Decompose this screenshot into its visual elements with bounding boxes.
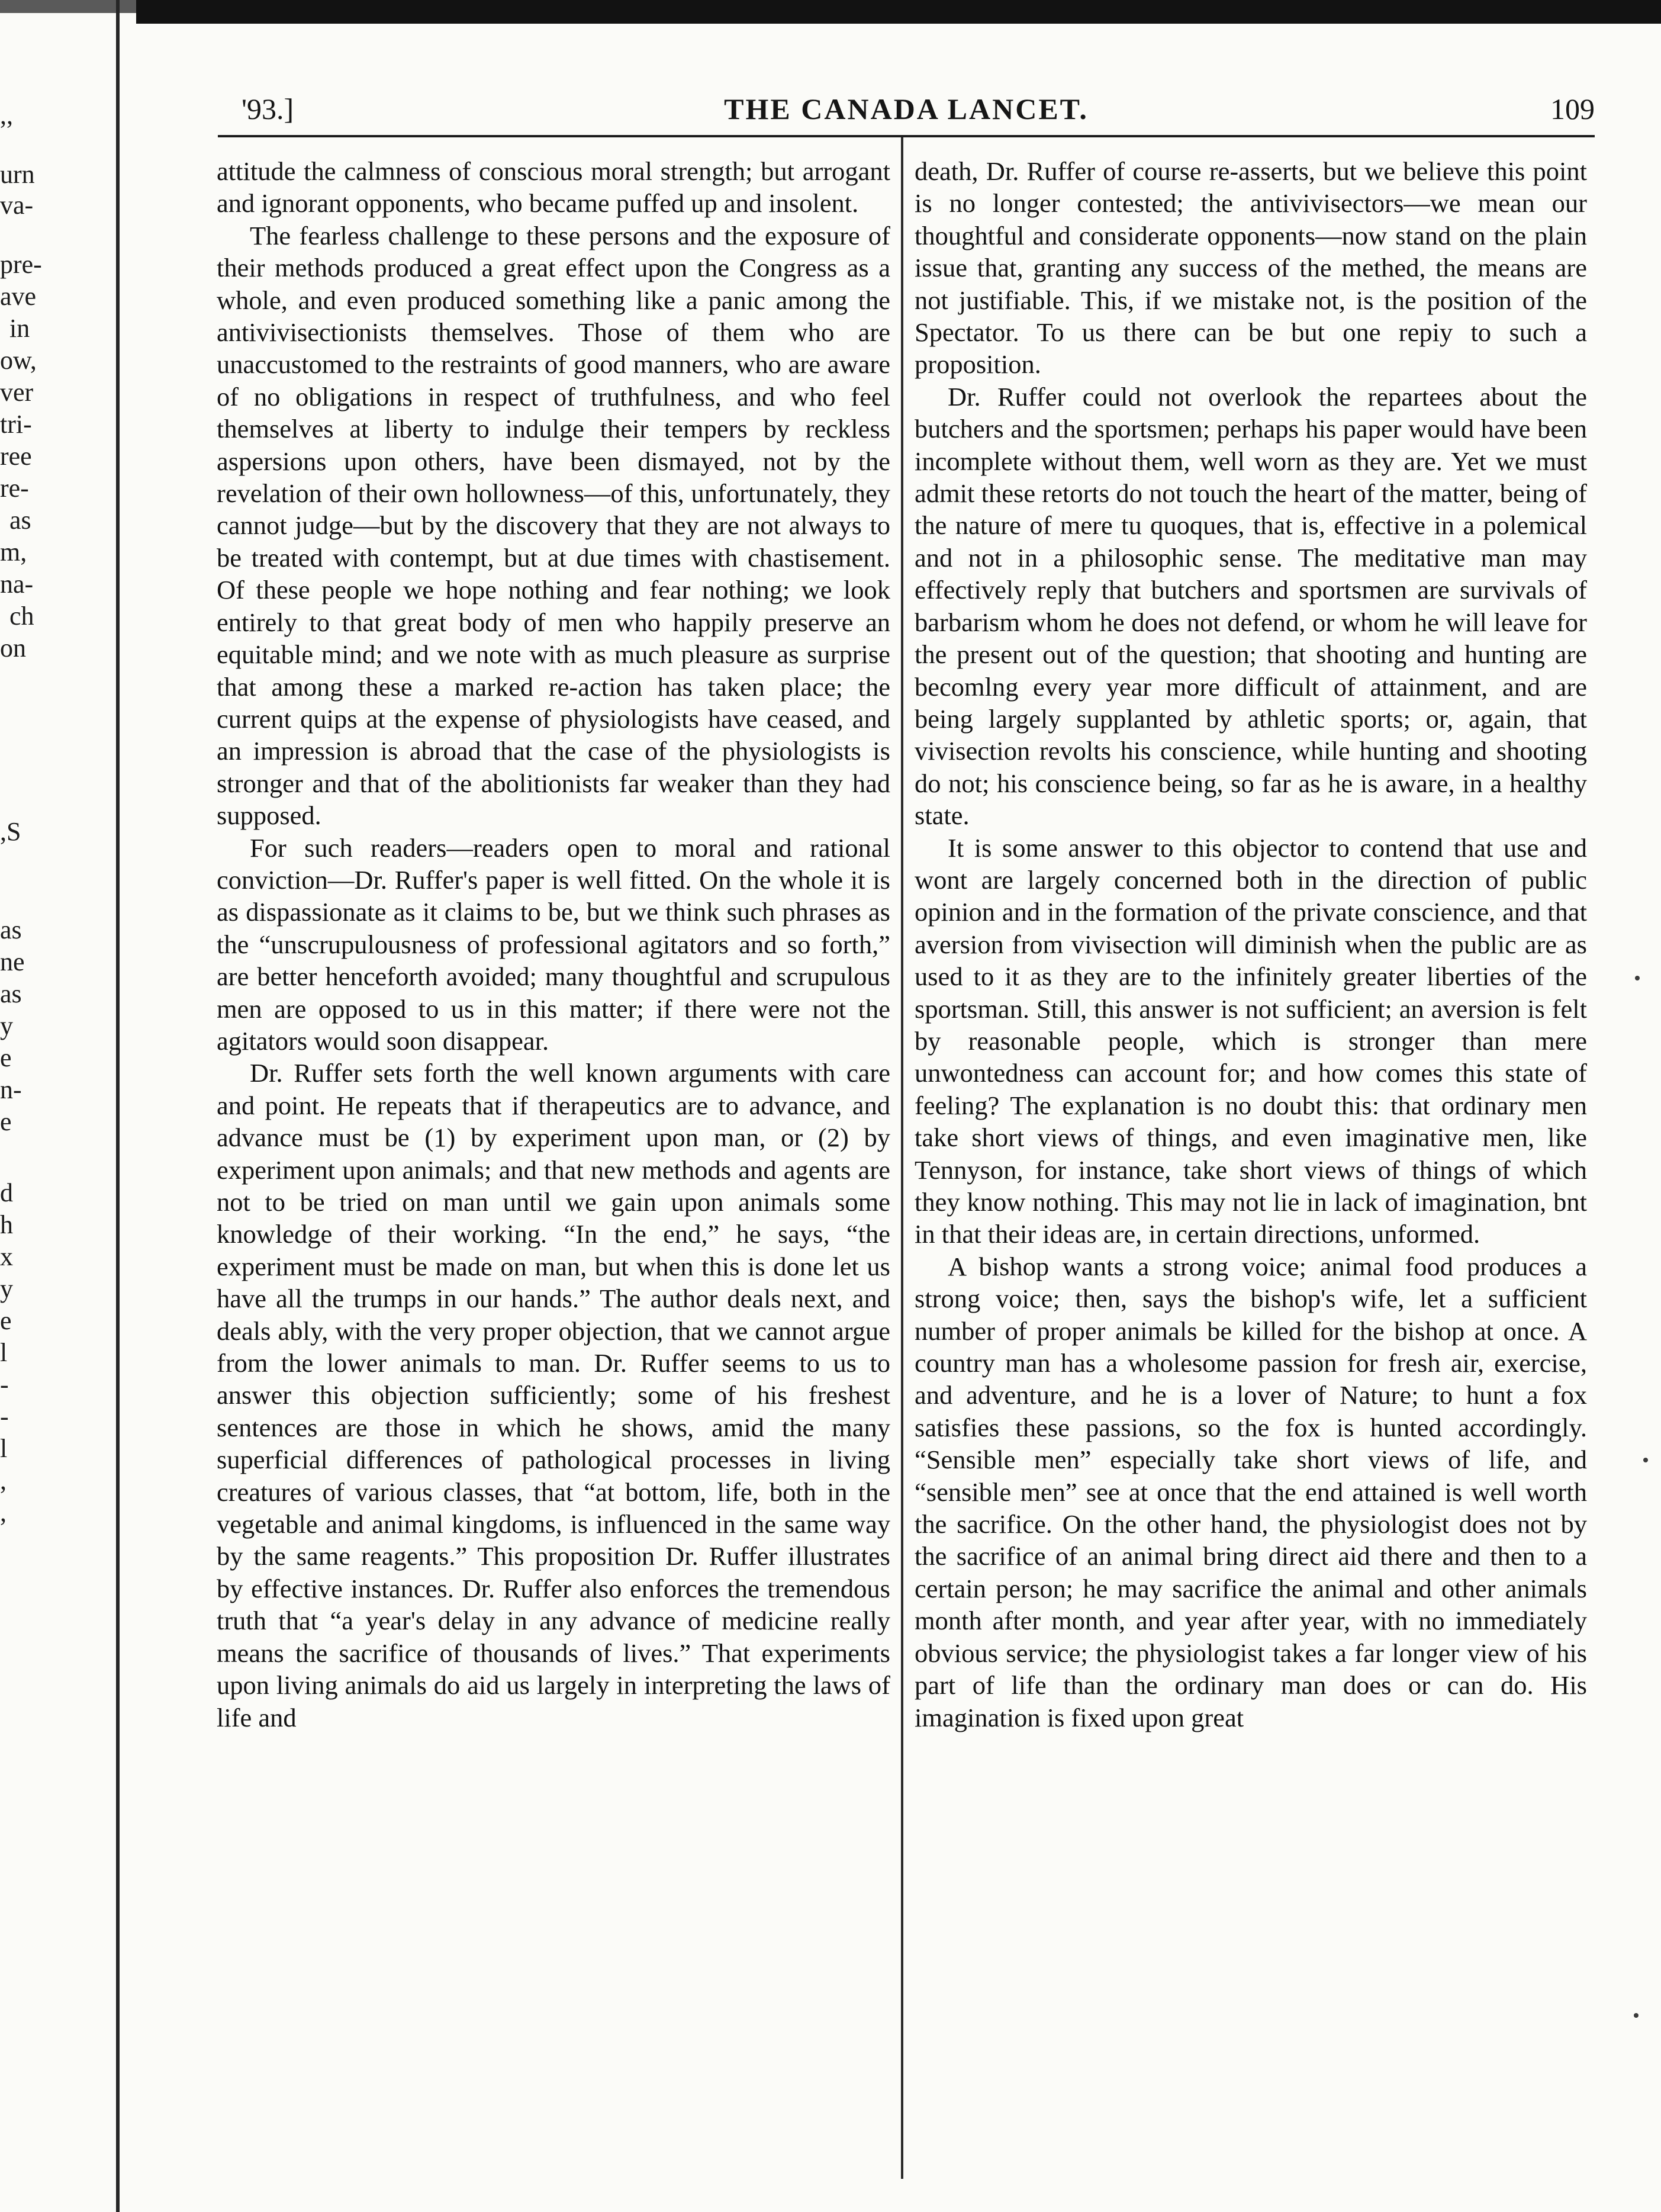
fragment: va- — [0, 191, 34, 220]
scan-top-edge — [136, 0, 1661, 24]
fragment: , — [0, 1466, 7, 1495]
binding-gutter — [116, 0, 120, 2212]
paragraph: Dr. Ruffer sets forth the well known arguments with care and point. He repeats that if therapeutics are to advance, and advance must be (1) by experiment upon man, or (2) by experiment upon animals; and that new methods and agents are not to be tried on man until we gain upon animals some knowledge of their working. “In the end,” he says, “the experiment must be made on man, but when this is done let us have all the trumps in our hands.” The author deals next, and deals ably, with the very proper objection, that we cannot argue from the lower animals to man. Dr. Ruffer seems to us to answer this objection sufficiently; some of his freshest sentences are those in which he shows, amid the many superficial differences of pathological processes in living creatures of various classes, that “at bottom, life, both in the vegetable and animal kingdoms, is influenced in the same way by the same reagents.” This proposition Dr. Ruffer illustrates by effective instances. Dr. Ruffer also enforces the tremendous truth that “a year's delay in any advance of medicine really means the sacrifice of thousands of lives.” That experiments upon living animals do aid us largely in interpreting the laws of life and — [217, 1058, 890, 1732]
fragment: ,S — [0, 817, 21, 846]
paragraph: Dr. Ruffer could not overlook the repartees about the butchers and the sportsmen; perhaps his paper would have been incomplete without them, well worn as they are. Yet we must admit these retorts do not touch the heart of the matter, being of the nature of mere tu quoques, that is, effective in a polemical and not in a philosophic sense. The meditative man may effectively reply that butchers and sportsmen are survivals of barbarism whom he does not defend, or whom he will leave for the present out of the question; that shooting and hunting are becomlng every year more difficult of attainment, and are being largely supplanted by athletic sports; or, again, that vivisection revolts his conscience, while hunting and shooting do not; his conscience being, so far as he is aware, in a healthy state. — [915, 381, 1587, 831]
fragment: - — [0, 1370, 9, 1399]
fragment: as — [0, 915, 22, 944]
fragment: urn — [0, 160, 35, 189]
fragment: re- — [0, 474, 29, 503]
previous-page-fragments — [0, 89, 53, 2043]
left-column — [217, 155, 890, 1734]
fragment: ree — [0, 442, 32, 471]
right-column — [915, 155, 1587, 1734]
paragraph: The fearless challenge to these persons and the exposure of their methods produced a great effect upon the Congress as a whole, and even produced something like a panic among the antivivisectionists themselves. Those of them who are unaccustomed to the restraints of good manners, who are aware of no obligations in respect of truthfulness, and who feel themselves at liberty to indulge their tempers by reckless aspersions upon others, have been dismayed, not by the revelation of their own hollowness—of this, unfortunately, they cannot judge—but by the discovery that they are not always to be treated with contempt, but at due times with chastisement. Of these people we hope nothing and fear nothing; we look entirely to that great body of men who happily preserve an equitable mind; and we note with as much pleasure as surprise that among these a marked re-action has taken place; the current quips at the expense of physiologists have ceased, and an impression is abroad that the case of the physiologists is stronger and that of the abolitionists far weaker than they had supposed. — [217, 220, 890, 831]
fragment: e — [0, 1043, 12, 1072]
fragment: as — [9, 506, 31, 535]
fragment: l — [0, 1434, 8, 1463]
fragment: ,, — [0, 101, 13, 130]
fragment: ow, — [0, 346, 37, 375]
fragment: e — [0, 1107, 12, 1136]
fragment: on — [0, 634, 26, 663]
paragraph: For such readers—readers open to moral and rational conviction—Dr. Ruffer's paper is well fitted. On the whole it is as dispassionate as it claims to be, but we think such phrases as the “unscrupulousness of professional agitators and so forth,” are better henceforth avoided; many thoughtful and scrupulous men are opposed to us in this matter; if there were not the agitators would soon disappear. — [217, 832, 890, 1056]
scan-speck — [1634, 2013, 1639, 2018]
fragment: tri- — [0, 410, 32, 439]
paragraph: It is some answer to this objector to contend that use and wont are largely concerned both in the direction of public opinion and in the formation of the private conscience, and that aversion from vivisection will diminish when the public are as used to it as they are to the infinitely greater liberties of the sportsman. Still, this answer is not sufficient; an aversion is felt by reasonable people, which is stronger than mere unwontedness can account for; and how comes this state of feeling? The explanation is no doubt this: that ordinary men take short views of things, and even imaginative men, like Tennyson, for instance, take short views of things of which they know nothing. This may not lie in lack of imagination, bnt in that their ideas are, in certain directions, unformed. — [915, 832, 1587, 1249]
scan-speck — [1635, 976, 1640, 980]
fragment: e — [0, 1306, 12, 1335]
fragment: ne — [0, 947, 25, 976]
year-marker: '93.] — [242, 92, 294, 126]
paragraph: death, Dr. Ruffer of course re-asserts, but we believe this point is no longer contested; the antivivisectors—we mean our thoughtful and considerate opponents—now stand on the plain issue that, granting any success of the methed, the means are not justifiable. This, if we mistake not, is the position of the Spectator. To us there can be but one repiy to such a proposition. — [915, 156, 1587, 380]
column-divider — [901, 137, 903, 2179]
fragment: y — [0, 1011, 13, 1040]
fragment: , — [0, 1498, 7, 1527]
paragraph: A bishop wants a strong voice; animal food produces a strong voice; then, says the bishop's wife, let a sufficient number of proper animals be killed for the bishop at once. A country man has a wholesome passion for fresh air, exercise, and adventure, and he is a lover of Nature; to hunt a fox satisfies these passions, so the fox is hunted accordingly. “Sensible men” especially take short views of life, and “sensible men” see at once that the end attained is well worth the sacrifice. On the other hand, the physiologist does not by the sacrifice of an animal bring direct aid there and then to a certain person; he may sacrifice the animal and other animals month after month, and year after year, with no immediately obvious service; the physiologist takes a far longer view of his part of life than the ordinary man does or can do. His imagination is fixed upon great — [915, 1251, 1587, 1732]
fragment: na- — [0, 570, 34, 599]
journal-title: THE CANADA LANCET. — [724, 92, 1089, 126]
fragment: - — [0, 1402, 9, 1431]
fragment: x — [0, 1242, 13, 1271]
fragment: ave — [0, 282, 37, 311]
fragment: n- — [0, 1075, 22, 1104]
fragment: in — [9, 314, 30, 343]
fragment: h — [0, 1210, 13, 1239]
paragraph: attitude the calmness of conscious moral strength; but arrogant and ignorant opponents, who became puffed up and insolent. — [217, 156, 890, 218]
fragment: ver — [0, 378, 34, 407]
running-header — [218, 88, 1595, 135]
fragment: l — [0, 1338, 8, 1367]
scan-speck — [1643, 1458, 1648, 1462]
fragment: d — [0, 1178, 13, 1207]
fragment: y — [0, 1274, 13, 1303]
fragment: as — [0, 979, 22, 1008]
fragment: pre- — [0, 250, 42, 279]
page-number: 109 — [1550, 92, 1595, 126]
fragment: ch — [9, 602, 34, 631]
header-rule — [218, 135, 1595, 137]
fragment: m, — [0, 538, 27, 567]
